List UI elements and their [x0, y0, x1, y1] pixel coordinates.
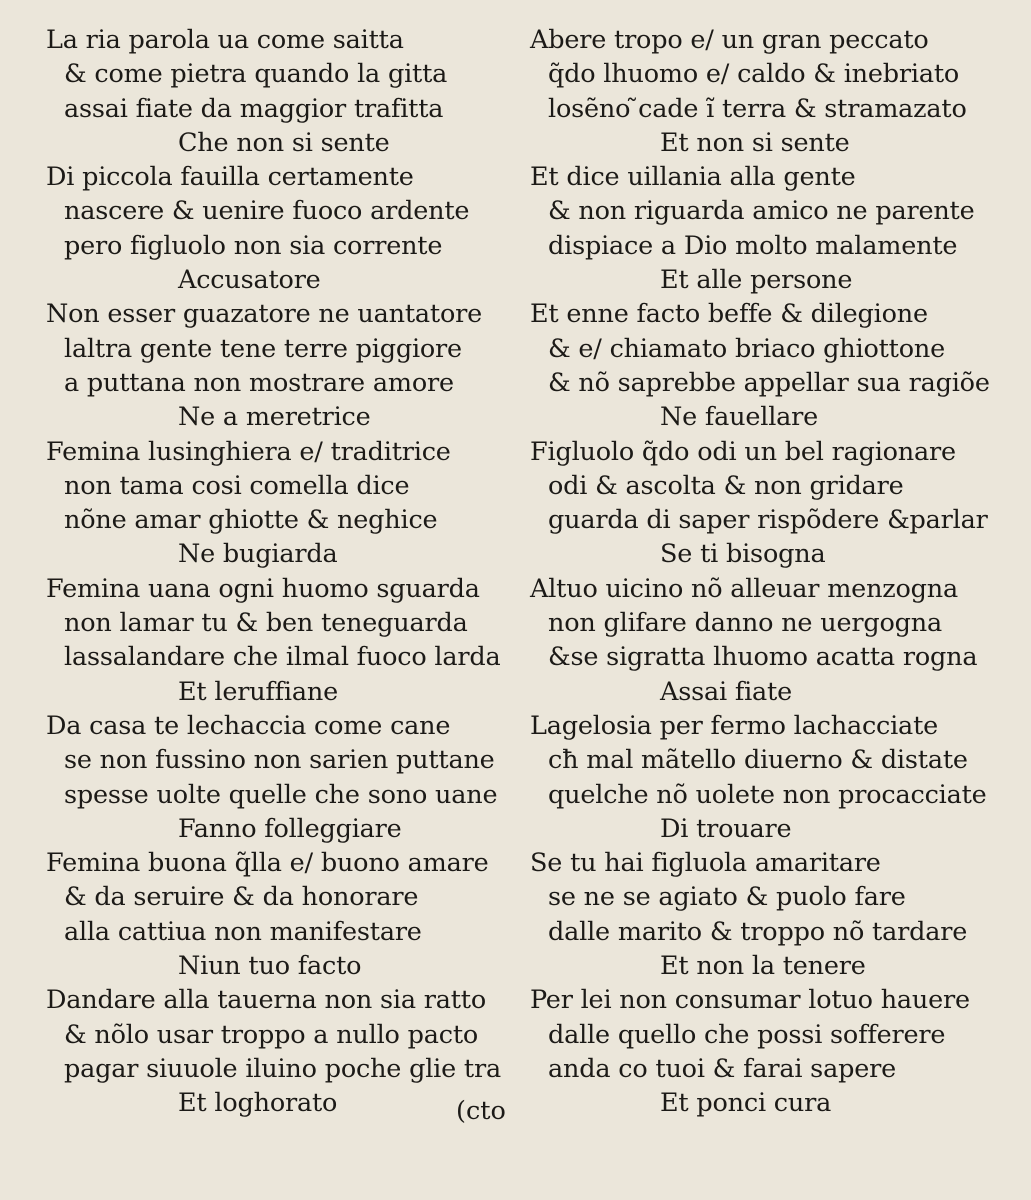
verse-line: Et dice uillania alla gente — [530, 162, 856, 193]
verse-line: & nõlo usar troppo a nullo pacto — [64, 1019, 479, 1050]
left-verse-column — [46, 23, 546, 1121]
verse-refrain-line: Che non si sente — [178, 127, 390, 158]
verse-line: Altuo uicino nõ alleuar menzogna — [530, 573, 959, 604]
verse-refrain-line: Assai fiate — [660, 676, 792, 707]
catchword: (cto — [456, 1096, 506, 1126]
verse-refrain-line: Et non la tenere — [660, 951, 866, 982]
verse-refrain-line: Et alle persone — [660, 265, 853, 296]
verse-line: & nõ saprebbe appellar sua ragiõe — [548, 367, 990, 398]
verse-line: Da casa te lechaccia come cane — [46, 710, 451, 741]
verse-refrain-line: Ne fauellare — [660, 402, 819, 433]
verse-line: lassalandare che ilmal fuoco larda — [64, 642, 501, 673]
verse-line: laltra gente tene terre piggiore — [64, 333, 462, 364]
verse-refrain-line: Ne a meretrice — [178, 402, 371, 433]
verse-line: &se sigratta lhuomo acatta rogna — [548, 642, 978, 673]
verse-line: cħ mal mãtello diuerno & distate — [548, 745, 968, 776]
verse-line: nõne amar ghiotte & neghice — [64, 505, 438, 536]
verse-refrain-line: Et non si sente — [660, 127, 850, 158]
verse-line: guarda di saper rispõdere &parlar — [548, 505, 988, 536]
verse-line: Et enne facto beffe & dilegione — [530, 299, 928, 330]
verse-line: q̃do lhuomo e/ caldo & inebriato — [548, 59, 960, 90]
verse-refrain-line: Fanno folleggiare — [178, 813, 402, 844]
verse-refrain-line: Et leruffiane — [178, 676, 338, 707]
verse-line: pagar siuuole iluino poche glie tra — [64, 1053, 501, 1084]
verse-refrain-line: Et loghorato — [178, 1088, 338, 1119]
verse-line: dalle quello che possi sofferere — [548, 1019, 946, 1050]
verse-line: alla cattiua non manifestare — [64, 916, 422, 947]
verse-line: pero figluolo non sia corrente — [64, 230, 443, 261]
verse-line: & non riguarda amico ne parente — [548, 196, 975, 227]
verse-line: Dandare alla tauerna non sia ratto — [46, 985, 486, 1016]
verse-refrain-line: Niun tuo facto — [178, 951, 362, 982]
verse-line: quelche nõ uolete non procacciate — [548, 779, 987, 810]
verse-refrain-line: Ne bugiarda — [178, 539, 338, 570]
verse-line: se ne se agiato & puolo fare — [548, 882, 906, 913]
verse-line: Femina lusinghiera e/ traditrice — [46, 436, 451, 467]
right-verse-column — [530, 23, 1030, 1121]
verse-line: & e/ chiamato briaco ghiottone — [548, 333, 945, 364]
verse-line: se non fussino non sarien puttane — [64, 745, 495, 776]
verse-line: dalle marito & troppo nõ tardare — [548, 916, 968, 947]
verse-line: Non esser guazatore ne uantatore — [46, 299, 483, 330]
verse-line: Lagelosia per fermo lachacciate — [530, 710, 939, 741]
verse-line: spesse uolte quelle che sono uane — [64, 779, 498, 810]
verse-line: anda co tuoi & farai sapere — [548, 1053, 896, 1084]
verse-line: Figluolo q̃do odi un bel ragionare — [530, 436, 956, 467]
verse-line: Se tu hai figluola amaritare — [530, 848, 881, 879]
verse-line: odi & ascolta & non gridare — [548, 470, 904, 501]
verse-line: Abere tropo e/ un gran peccato — [530, 25, 929, 55]
verse-line: nascere & uenire fuoco ardente — [64, 196, 470, 227]
verse-refrain-line: Accusatore — [178, 265, 321, 296]
verse-line: Femina buona q̃lla e/ buono amare — [46, 848, 489, 879]
verse-line: dispiace a Dio molto malamente — [548, 230, 958, 261]
verse-line: La ria parola ua come saitta — [46, 25, 404, 55]
verse-line: a puttana non mostrare amore — [64, 367, 454, 398]
verse-line: & come pietra quando la gitta — [64, 59, 448, 90]
verse-line: non tama cosi comella dice — [64, 470, 410, 501]
verse-line: losẽno ̃cade ĩ terra & stramazato — [548, 93, 967, 124]
verse-refrain-line: Di trouare — [660, 813, 792, 844]
verse-refrain-line: Se ti bisogna — [660, 539, 826, 570]
verse-line: assai fiate da maggior trafitta — [64, 93, 444, 124]
verse-refrain-line: Et ponci cura — [660, 1088, 832, 1119]
verse-line: Per lei non consumar lotuo hauere — [530, 985, 970, 1016]
verse-line: Di piccola fauilla certamente — [46, 162, 414, 193]
verse-line: Femina uana ogni huomo sguarda — [46, 573, 480, 604]
verse-line: non glifare danno ne uergogna — [548, 608, 942, 639]
verse-line: & da seruire & da honorare — [64, 882, 419, 913]
verse-line: non lamar tu & ben teneguarda — [64, 608, 468, 639]
